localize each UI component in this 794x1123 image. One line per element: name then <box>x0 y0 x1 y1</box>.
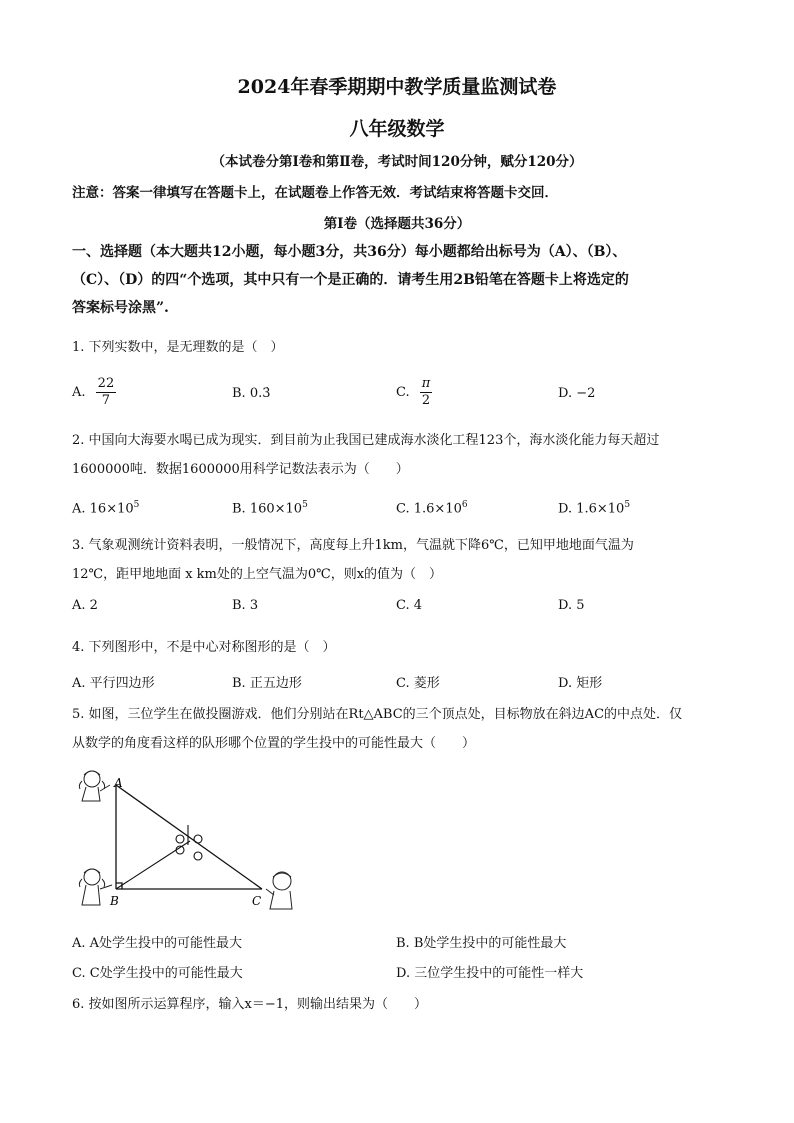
q1-c-fraction <box>420 376 433 409</box>
q1-b-value: 0.3̇ <box>249 386 271 401</box>
q5-figure <box>70 765 310 915</box>
q4-stem: 4. 下列图形中，不是中心对称图形的是（ ） <box>72 640 336 655</box>
q3-line-1: 3. 气象观测统计资料表明，一般情况下，高度每上升1km，气温就下降6℃，已知甲地地面气温为 <box>72 538 634 553</box>
q1-option-a <box>72 376 116 409</box>
q1-c-label: C. <box>396 385 410 400</box>
q2-b-text: B. 160×10 <box>232 501 303 517</box>
student-a-drawing <box>79 771 110 801</box>
q1-option-d <box>558 386 595 401</box>
q2-option-b <box>232 500 308 516</box>
q1-option-b <box>232 386 271 401</box>
exam-notice: 注意：答案一律填写在答题卡上，在试题卷上作答无效．考试结束将答题卡交回． <box>72 185 558 201</box>
vertex-c-label: C <box>252 894 262 908</box>
median-line-b <box>116 841 190 889</box>
q4-option-a: A. 平行四边形 <box>72 676 155 691</box>
q2-b-exponent: 5 <box>302 500 308 510</box>
q2-c-exponent: 6 <box>461 500 468 510</box>
q3-line-2: 12℃，距甲地地面 x km处的上空气温为0℃，则x的值为（ ） <box>72 567 443 582</box>
q1-a-fraction <box>96 376 117 409</box>
q5-line-2: 从数学的角度看这样的队形哪个位置的学生投中的可能性最大（ ） <box>72 736 476 751</box>
right-triangle-abc <box>116 785 262 889</box>
q5-option-a: A. A处学生投中的可能性最大 <box>72 936 243 951</box>
q4-option-d: D. 矩形 <box>558 676 603 691</box>
q1-option-c <box>396 376 432 409</box>
q2-line-1: 2. 中国向大海要水喝已成为现实．到目前为止我国已建成海水淡化工程123个，海水淡化能力每天超过 <box>72 433 660 448</box>
q1-d-label: D. <box>558 386 573 401</box>
q6-stem: 6. 按如图所示运算程序，输入x＝−1，则输出结果为（ ） <box>72 997 428 1012</box>
q5-option-b: B. B处学生投中的可能性最大 <box>396 936 567 951</box>
q1-a-denominator: 7 <box>101 393 111 408</box>
student-b-drawing <box>79 869 112 905</box>
q2-line-2: 1600000吨．数据1600000用科学记数法表示为（ ） <box>72 462 409 477</box>
exam-note: （本试卷分第Ⅰ卷和第Ⅱ卷，考试时间120分钟，赋分120分） <box>211 154 583 170</box>
q2-option-a <box>72 500 139 516</box>
q5-option-d: D. 三位学生投中的可能性一样大 <box>396 966 584 981</box>
q5-line-1: 5. 如图，三位学生在做投圈游戏．他们分别站在Rt△ABC的三个顶点处，目标物放在斜边AC的中点处．仅 <box>72 707 683 722</box>
q1-b-label: B. <box>232 386 246 401</box>
q3-option-b: B. 3 <box>232 598 259 613</box>
volume-heading: 第Ⅰ卷（选择题共36分） <box>323 216 471 232</box>
student-c-drawing <box>266 872 292 909</box>
q5-stem <box>72 700 727 758</box>
q3-option-a: A. 2 <box>72 598 98 613</box>
q1-c-denominator: 2 <box>421 393 431 408</box>
q4-option-b: B. 正五边形 <box>232 676 302 691</box>
section-line-2: （C）、（D）的四“个选项，其中只有一个是正确的．请考生用2B铅笔在答题卡上将选定的 <box>72 272 629 288</box>
q3-option-c: C. 4 <box>396 598 423 613</box>
q1-c-numerator: π <box>421 376 431 391</box>
q2-option-d <box>558 500 630 516</box>
section-instructions <box>72 238 727 322</box>
section-line-3: 答案标号涂黑”. <box>72 300 169 316</box>
q2-option-c <box>396 500 468 516</box>
q2-c-text: C. 1.6×10 <box>396 501 462 517</box>
vertex-a-label: A <box>114 776 123 790</box>
q5-option-c: C. C处学生投中的可能性最大 <box>72 966 243 981</box>
q2-d-text: D. 1.6×10 <box>558 501 625 517</box>
vertex-b-label: B <box>110 894 119 908</box>
q1-d-value: −2 <box>576 386 596 401</box>
q1-a-numerator: 22 <box>97 376 115 391</box>
exam-title: 2024年春季期期中教学质量监测试卷 <box>237 76 557 98</box>
q3-option-d: D. 5 <box>558 598 585 613</box>
q2-d-exponent: 5 <box>624 500 631 510</box>
q1-stem: 1. 下列实数中，是无理数的是（ ） <box>72 340 284 355</box>
q2-a-exponent: 5 <box>133 500 140 510</box>
q2-stem <box>72 426 727 484</box>
section-line-1: 一、选择题（本大题共12小题，每小题3分，共36分）每小题都给出标号为（A）、（B）、 <box>72 244 627 260</box>
exam-subject: 八年级数学 <box>349 118 445 140</box>
q4-option-c: C. 菱形 <box>396 676 440 691</box>
q3-stem <box>72 531 727 589</box>
q1-a-label: A. <box>72 385 86 400</box>
q2-a-text: A. 16×10 <box>72 501 134 517</box>
